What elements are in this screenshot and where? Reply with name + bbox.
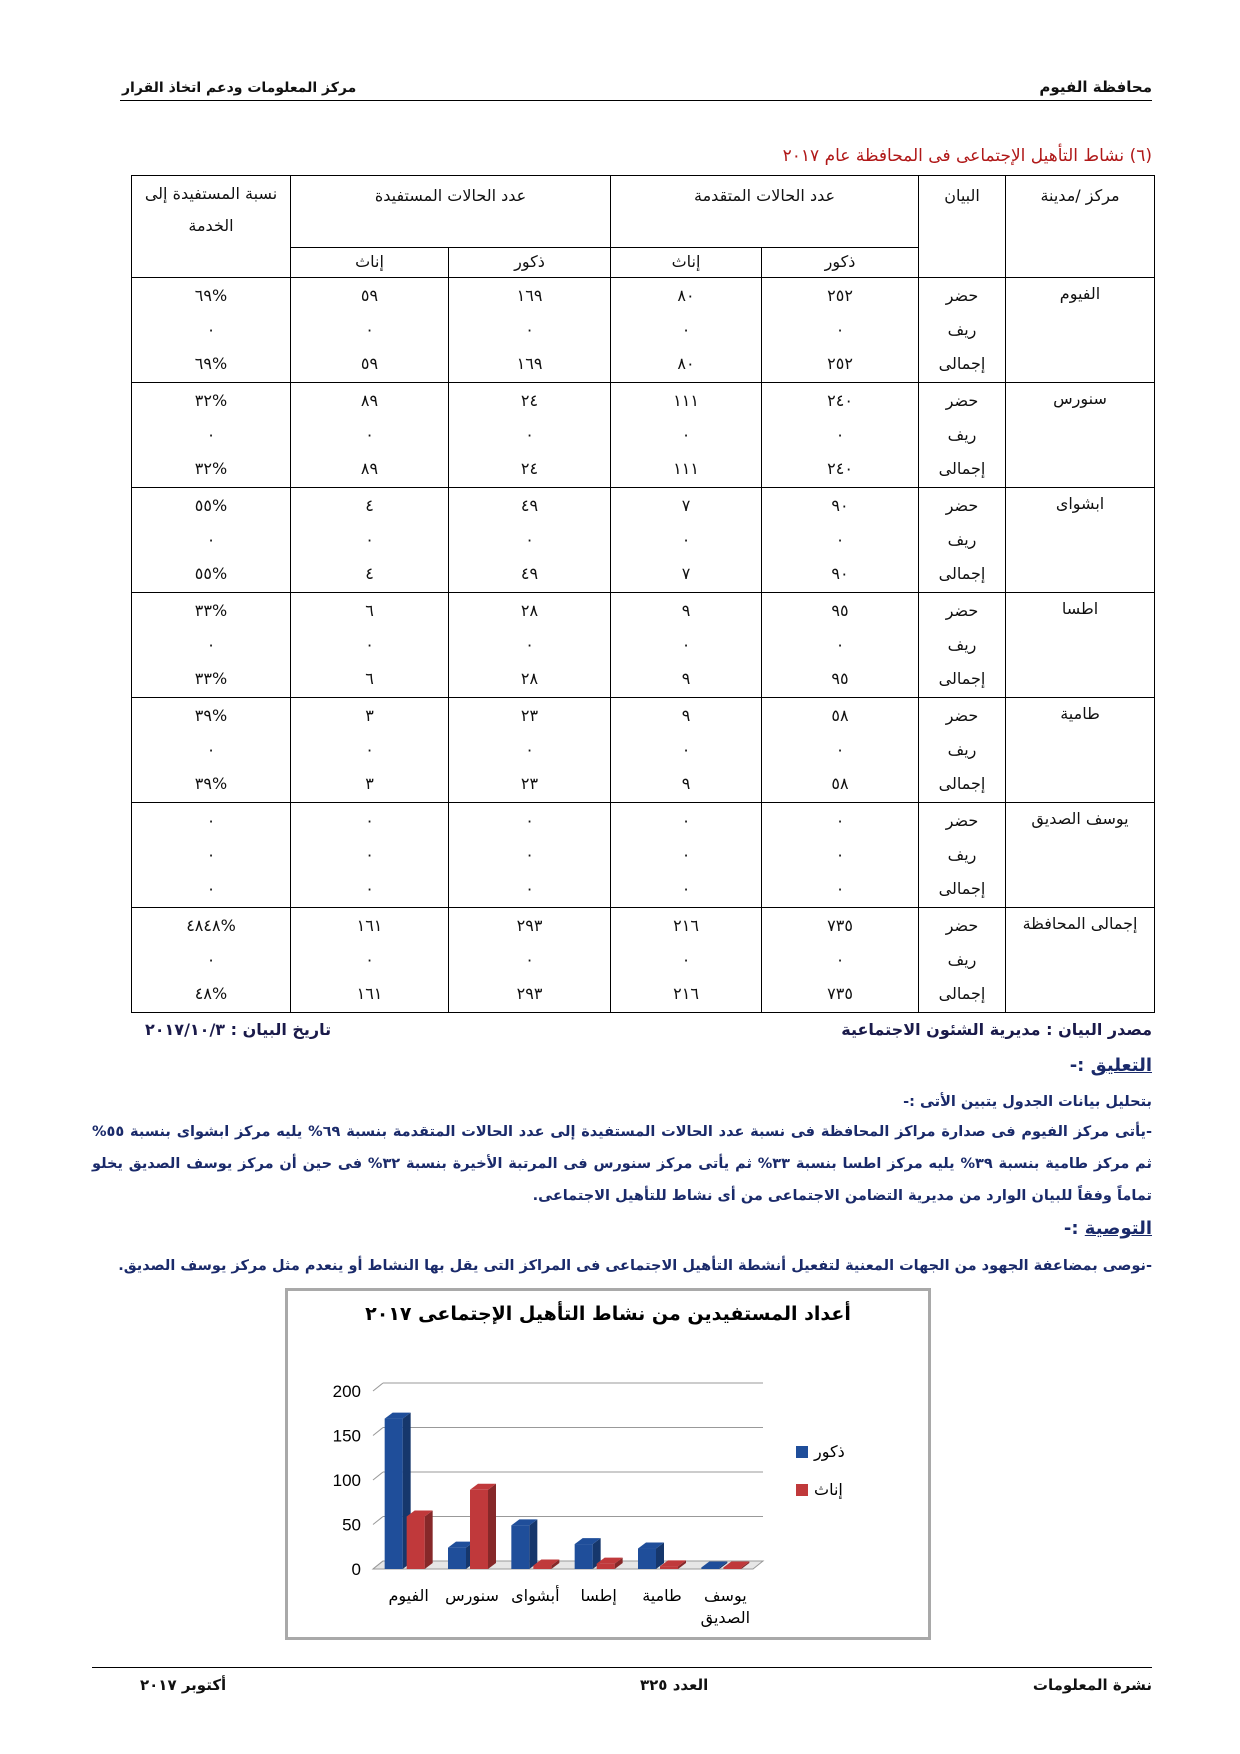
cell-value: %٣٩ bbox=[194, 706, 228, 725]
data-date: تاريخ البيان : ٢٠١٧/١٠/٣ bbox=[145, 1020, 332, 1039]
cell-city: إجمالى المحافظة bbox=[1006, 908, 1155, 1013]
cell-ben-m bbox=[449, 803, 611, 908]
grid-diagonal bbox=[373, 1517, 383, 1525]
statement-label: ريف bbox=[947, 530, 977, 549]
cell-ben-m bbox=[449, 383, 611, 488]
cell-city: طامية bbox=[1006, 698, 1155, 803]
cell-statement bbox=[919, 278, 1006, 383]
header-submitted-males: ذكور bbox=[762, 248, 919, 278]
cell-value: ٢٣ bbox=[520, 706, 539, 725]
cell-value: ٩٥ bbox=[831, 601, 849, 620]
cell-statement bbox=[919, 698, 1006, 803]
cell-value: ٠ bbox=[681, 740, 691, 759]
cell-value: %٣٢ bbox=[194, 459, 228, 478]
cell-sub-f bbox=[611, 278, 762, 383]
cell-value: ٢٩٣ bbox=[516, 984, 543, 1003]
recommendation-title: التوصية bbox=[1084, 1218, 1152, 1239]
table-title: (٦) نشاط التأهيل الإجتماعى فى المحافظة عام ٢٠١٧ bbox=[782, 146, 1152, 166]
statement-label: حضر bbox=[945, 916, 979, 935]
cell-value: ٢٨ bbox=[520, 669, 539, 688]
cell-value: ٠ bbox=[835, 320, 845, 339]
cell-value: ١٦٩ bbox=[516, 354, 543, 373]
cell-sub-m bbox=[762, 593, 919, 698]
cell-ratio bbox=[132, 383, 291, 488]
y-tick-label: 100 bbox=[332, 1471, 361, 1490]
statement-label: ريف bbox=[947, 320, 977, 339]
statement-label: ريف bbox=[947, 425, 977, 444]
cell-value: ٢٤٠ bbox=[827, 391, 853, 410]
cell-value: ٧ bbox=[681, 564, 691, 583]
cell-sub-f bbox=[611, 383, 762, 488]
cell-sub-f bbox=[611, 593, 762, 698]
cell-value: ٠ bbox=[525, 879, 534, 898]
cell-value: ٠ bbox=[681, 845, 691, 864]
cell-ratio bbox=[132, 803, 291, 908]
cell-value: ٠ bbox=[835, 879, 845, 898]
cell-city: ابشواى bbox=[1006, 488, 1155, 593]
table-row bbox=[132, 908, 1155, 1013]
recommendation-title-suffix: :- bbox=[1063, 1218, 1085, 1239]
cell-value: ٩٠ bbox=[831, 496, 849, 515]
cell-value: %٥٥ bbox=[194, 496, 228, 515]
cell-sub-f bbox=[611, 488, 762, 593]
table-row bbox=[132, 803, 1155, 908]
cell-sub-f bbox=[611, 803, 762, 908]
header-submitted: عدد الحالات المتقدمة bbox=[611, 176, 919, 248]
cell-value: ٢١٦ bbox=[673, 916, 699, 935]
cell-sub-f bbox=[611, 908, 762, 1013]
cell-ratio bbox=[132, 593, 291, 698]
cell-sub-m bbox=[762, 908, 919, 1013]
statement-label: إجمالى bbox=[938, 774, 986, 793]
data-table bbox=[131, 175, 1155, 1013]
cell-value: ٨٠ bbox=[677, 286, 695, 305]
statement-label: ريف bbox=[947, 635, 977, 654]
x-tick-label: طامية bbox=[642, 1586, 682, 1605]
statement-label: إجمالى bbox=[938, 459, 986, 478]
cell-ben-m bbox=[449, 698, 611, 803]
cell-ratio bbox=[132, 698, 291, 803]
cell-value: ٠ bbox=[525, 425, 534, 444]
cell-value: ٧ bbox=[681, 496, 691, 515]
header-benefited: عدد الحالات المستفيدة bbox=[291, 176, 611, 248]
cell-sub-m bbox=[762, 488, 919, 593]
cell-value: ٠ bbox=[525, 320, 534, 339]
cell-value: ٩٠ bbox=[831, 564, 849, 583]
header-center-name: مركز المعلومات ودعم اتخاذ القرار bbox=[122, 80, 357, 96]
y-tick-label: 0 bbox=[351, 1560, 361, 1579]
cell-value: ٤٩ bbox=[520, 496, 539, 515]
x-tick-label: يوسف bbox=[703, 1586, 747, 1605]
cell-value: ٢٣ bbox=[520, 774, 539, 793]
cell-value: ٠ bbox=[835, 845, 845, 864]
cell-value: ٠ bbox=[681, 811, 691, 830]
statement-label: إجمالى bbox=[938, 984, 986, 1003]
cell-sub-m bbox=[762, 698, 919, 803]
bar-chart bbox=[288, 1291, 928, 1637]
cell-value: ٠ bbox=[365, 425, 374, 444]
statement-label: إجمالى bbox=[938, 354, 986, 373]
cell-ben-f bbox=[291, 593, 449, 698]
cell-value: ٠ bbox=[365, 879, 374, 898]
cell-ben-f bbox=[291, 698, 449, 803]
cell-ben-m bbox=[449, 593, 611, 698]
cell-value: %٣٩ bbox=[194, 774, 228, 793]
bar bbox=[511, 1519, 537, 1569]
cell-value: ٤٩ bbox=[520, 564, 539, 583]
cell-value: ٢٥٢ bbox=[827, 286, 853, 305]
cell-value: ٠ bbox=[206, 879, 216, 898]
header-statement: البيان bbox=[919, 176, 1006, 278]
cell-value: ٠ bbox=[835, 530, 845, 549]
bar bbox=[407, 1510, 433, 1569]
cell-value: ٢٤ bbox=[520, 391, 539, 410]
cell-value: ٠ bbox=[365, 950, 374, 969]
statement-label: ريف bbox=[947, 845, 977, 864]
header-benefited-females: إناث bbox=[291, 248, 449, 278]
cell-value: ٩ bbox=[681, 601, 691, 620]
statement-label: حضر bbox=[945, 391, 979, 410]
grid-diagonal bbox=[373, 1472, 383, 1480]
x-tick-label: إطسا bbox=[580, 1586, 617, 1605]
recommendation-body: -نوصى بمضاعفة الجهود من الجهات المعنية لتفعيل أنشطة التأهيل الاجتماعى فى المراكز التى يقل بها النشاط أو ينعدم مثل مركز يوسف الصديق. bbox=[118, 1258, 1152, 1274]
cell-value: ٠ bbox=[681, 635, 691, 654]
cell-city: الفيوم bbox=[1006, 278, 1155, 383]
legend-swatch bbox=[796, 1484, 808, 1496]
cell-value: ٠ bbox=[525, 811, 534, 830]
cell-value: ٩٥ bbox=[831, 669, 849, 688]
cell-value: %٦٩ bbox=[194, 286, 228, 305]
header-city: مركز /مدينة bbox=[1006, 176, 1155, 278]
bar bbox=[638, 1543, 664, 1569]
cell-value: ٠ bbox=[525, 950, 534, 969]
table-row bbox=[132, 593, 1155, 698]
y-tick-label: 50 bbox=[342, 1515, 361, 1535]
cell-ben-f bbox=[291, 383, 449, 488]
comment-intro: بتحليل بيانات الجدول يتبين الأتى :- bbox=[903, 1094, 1152, 1110]
cell-value: ٠ bbox=[365, 635, 374, 654]
cell-value: %٣٣ bbox=[194, 669, 228, 688]
cell-value: ٩ bbox=[681, 669, 691, 688]
table-row bbox=[132, 488, 1155, 593]
cell-value: %٣٢ bbox=[194, 391, 228, 410]
cell-value: ٤ bbox=[365, 564, 374, 583]
cell-value: ٢٩٣ bbox=[516, 916, 543, 935]
cell-value: ٠ bbox=[835, 425, 845, 444]
cell-value: ٠ bbox=[681, 879, 691, 898]
y-tick-label: 150 bbox=[332, 1426, 361, 1446]
data-source: مصدر البيان : مديرية الشئون الاجتماعية bbox=[841, 1020, 1152, 1039]
x-tick-label: أبشواى bbox=[511, 1586, 560, 1605]
footer-date: أكتوبر ٢٠١٧ bbox=[140, 1676, 227, 1694]
cell-value: ٠ bbox=[206, 635, 216, 654]
cell-value: ٠ bbox=[525, 845, 534, 864]
footer-issue: العدد ٣٢٥ bbox=[640, 1676, 709, 1694]
cell-value: ١٦١ bbox=[356, 984, 383, 1003]
cell-value: ٤ bbox=[365, 496, 374, 515]
grid-diagonal bbox=[373, 1428, 383, 1436]
cell-value: ١١١ bbox=[673, 459, 699, 478]
cell-value: ٠ bbox=[681, 950, 691, 969]
cell-value: ٥٩ bbox=[360, 354, 379, 373]
cell-value: ٠ bbox=[206, 811, 216, 830]
statement-label: حضر bbox=[945, 811, 979, 830]
cell-city: سنورس bbox=[1006, 383, 1155, 488]
cell-value: ٥٨ bbox=[831, 706, 849, 725]
x-tick-label: سنورس bbox=[445, 1586, 499, 1605]
header-ratio: نسبة المستفيدة إلى الخدمة bbox=[132, 176, 291, 278]
cell-value: ٠ bbox=[525, 530, 534, 549]
cell-sub-f bbox=[611, 698, 762, 803]
statement-label: إجمالى bbox=[938, 879, 986, 898]
cell-value: ٠ bbox=[206, 425, 216, 444]
cell-statement bbox=[919, 383, 1006, 488]
cell-ben-m bbox=[449, 278, 611, 383]
cell-city: يوسف الصديق bbox=[1006, 803, 1155, 908]
cell-value: ٣ bbox=[365, 774, 374, 793]
legend-label: إناث bbox=[814, 1480, 843, 1499]
cell-value: ٠ bbox=[681, 425, 691, 444]
chart-title: أعداد المستفيدين من نشاط التأهيل الإجتماعى ٢٠١٧ bbox=[365, 1303, 851, 1325]
chart-container bbox=[285, 1288, 931, 1640]
statement-label: ريف bbox=[947, 740, 977, 759]
statement-label: حضر bbox=[945, 706, 979, 725]
comment-title-suffix: :- bbox=[1069, 1055, 1091, 1076]
cell-value: %٤٨٤٨ bbox=[186, 916, 236, 935]
cell-sub-m bbox=[762, 383, 919, 488]
comment-body: -يأتى مركز الفيوم فى صدارة مراكز المحافظة فى نسبة عدد الحالات المستفيدة إلى عدد الحالات المتقدمة بنسبة ٦٩% يليه مركز ابشواى بنسبة ٥٥% ثم مركز طامية بنسبة ٣٩% يليه مركز اطسا بنسبة ٣٣% ثم يأتى مركز سنورس فى المرتبة الأخيرة بنسبة ٣٢% فى حين أن مركز يوسف الصديق يخلو تماماً وفقاً للبيان الوارد من مديرية التضامن الاجتماعى من أى نشاط للتأهيل الاجتماعى. bbox=[92, 1124, 1152, 1204]
cell-sub-m bbox=[762, 803, 919, 908]
cell-ratio bbox=[132, 278, 291, 383]
table-row bbox=[132, 383, 1155, 488]
footer-bulletin: نشرة المعلومات bbox=[1032, 1676, 1152, 1694]
table-row bbox=[132, 278, 1155, 383]
cell-value: ٠ bbox=[206, 950, 216, 969]
cell-value: ٠ bbox=[525, 740, 534, 759]
cell-value: ٠ bbox=[365, 811, 374, 830]
statement-label: حضر bbox=[945, 601, 979, 620]
cell-value: ٠ bbox=[206, 740, 216, 759]
header-rule bbox=[120, 100, 1152, 101]
statement-label: إجمالى bbox=[938, 564, 986, 583]
cell-value: ٩ bbox=[681, 706, 691, 725]
statement-label: إجمالى bbox=[938, 669, 986, 688]
cell-value: ٩ bbox=[681, 774, 691, 793]
cell-ben-m bbox=[449, 488, 611, 593]
cell-ben-f bbox=[291, 803, 449, 908]
cell-value: ٧٣٥ bbox=[827, 916, 853, 935]
legend-label: ذكور bbox=[814, 1442, 845, 1461]
cell-ratio bbox=[132, 488, 291, 593]
cell-value: ١٦٩ bbox=[516, 286, 543, 305]
x-tick-label: الفيوم bbox=[388, 1586, 429, 1605]
cell-value: ٠ bbox=[365, 845, 374, 864]
cell-value: ٠ bbox=[681, 530, 691, 549]
cell-value: ٢١٦ bbox=[673, 984, 699, 1003]
cell-value: ٠ bbox=[835, 740, 845, 759]
cell-statement bbox=[919, 593, 1006, 698]
cell-value: ١١١ bbox=[673, 391, 699, 410]
cell-value: ٨٩ bbox=[360, 391, 379, 410]
statement-label: حضر bbox=[945, 286, 979, 305]
cell-value: %٥٥ bbox=[194, 564, 228, 583]
cell-value: %٦٩ bbox=[194, 354, 228, 373]
legend-swatch bbox=[796, 1446, 808, 1458]
cell-value: ٠ bbox=[835, 950, 845, 969]
cell-ratio bbox=[132, 908, 291, 1013]
header-benefited-males: ذكور bbox=[449, 248, 611, 278]
cell-value: ٠ bbox=[681, 320, 691, 339]
cell-sub-m bbox=[762, 278, 919, 383]
cell-value: ٧٣٥ bbox=[827, 984, 853, 1003]
footer-rule bbox=[92, 1667, 1152, 1668]
cell-value: ٢٤ bbox=[520, 459, 539, 478]
comment-title: التعليق bbox=[1090, 1055, 1152, 1076]
cell-value: ٦ bbox=[365, 601, 374, 620]
cell-value: ٠ bbox=[365, 740, 374, 759]
bar bbox=[470, 1484, 496, 1569]
cell-value: ٠ bbox=[206, 845, 216, 864]
cell-value: ٦ bbox=[365, 669, 374, 688]
cell-value: ٥٩ bbox=[360, 286, 379, 305]
recommendation-heading bbox=[1064, 1218, 1152, 1239]
cell-value: ٥٨ bbox=[831, 774, 849, 793]
statement-label: ريف bbox=[947, 950, 977, 969]
cell-value: ٠ bbox=[365, 530, 374, 549]
cell-value: ٢٥٢ bbox=[827, 354, 853, 373]
cell-value: ٠ bbox=[835, 635, 845, 654]
cell-value: ٠ bbox=[835, 811, 845, 830]
cell-value: ٣ bbox=[365, 706, 374, 725]
cell-ben-m bbox=[449, 908, 611, 1013]
y-tick-label: 200 bbox=[332, 1382, 361, 1401]
cell-ben-f bbox=[291, 908, 449, 1013]
cell-value: ٠ bbox=[206, 320, 216, 339]
x-tick-label: الصديق bbox=[700, 1608, 751, 1627]
cell-value: ٢٤٠ bbox=[827, 459, 853, 478]
cell-statement bbox=[919, 803, 1006, 908]
grid-diagonal bbox=[373, 1383, 383, 1391]
cell-ben-f bbox=[291, 278, 449, 383]
statement-label: حضر bbox=[945, 496, 979, 515]
cell-ben-f bbox=[291, 488, 449, 593]
cell-value: ٠ bbox=[365, 320, 374, 339]
comment-heading bbox=[1070, 1055, 1152, 1076]
cell-value: %٣٣ bbox=[194, 601, 228, 620]
header-submitted-females: إناث bbox=[611, 248, 762, 278]
cell-value: ٨٩ bbox=[360, 459, 379, 478]
cell-statement bbox=[919, 488, 1006, 593]
cell-city: اطسا bbox=[1006, 593, 1155, 698]
cell-value: %٤٨ bbox=[194, 984, 228, 1003]
cell-value: ٠ bbox=[206, 530, 216, 549]
header-governorate: محافظة الفيوم bbox=[1039, 78, 1152, 96]
cell-value: ٨٠ bbox=[677, 354, 695, 373]
cell-value: ١٦١ bbox=[356, 916, 383, 935]
cell-value: ٠ bbox=[525, 635, 534, 654]
table-row bbox=[132, 698, 1155, 803]
cell-statement bbox=[919, 908, 1006, 1013]
cell-value: ٢٨ bbox=[520, 601, 539, 620]
